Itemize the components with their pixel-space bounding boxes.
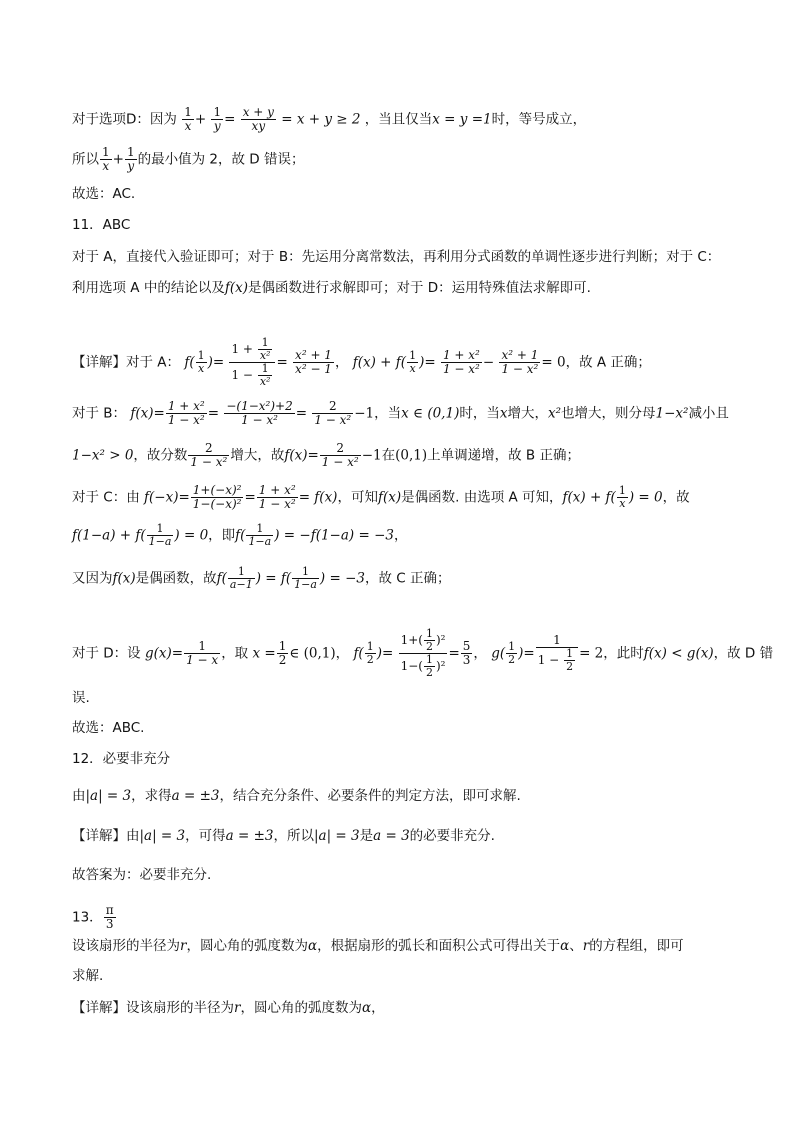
- math: a = ±3: [225, 828, 274, 844]
- math-fraction: $\frac{\pi}{3}$: [105, 903, 114, 931]
- text: 是偶函数，故: [135, 570, 217, 587]
- text: 在: [381, 447, 396, 464]
- option-d-line2: 所以 $\frac{1}{x}$ + $\frac{1}{y}$ 的最小值为 2，故 D 错误；: [72, 145, 305, 173]
- text: 的必要非充分.: [409, 828, 495, 844]
- math: a = ±3: [171, 788, 220, 804]
- q13-hint-line1: [72, 936, 684, 956]
- text: 增大，故: [230, 447, 285, 464]
- q11-answer: 故选：ABC.: [72, 720, 145, 736]
- text: 增大，: [507, 405, 548, 422]
- question-12-number: 12．必要非充分: [72, 751, 171, 767]
- text: 是偶函数进行求解即可；对于 D：运用特殊值法求解即可.: [247, 280, 591, 296]
- text: ，所以: [273, 828, 314, 844]
- text: ，故 D 错: [713, 645, 774, 662]
- math-condition: x = y =1: [432, 111, 492, 128]
- math: |a| = 3: [85, 788, 132, 804]
- math-fraction: $\frac{1}{y}$: [126, 145, 135, 173]
- text: 是: [359, 828, 374, 844]
- math-inequality: = x + y ≥ 2: [281, 111, 361, 128]
- math: α: [307, 938, 318, 954]
- math: (0,1): [395, 447, 428, 464]
- text: 又因为: [72, 570, 113, 587]
- q11-detail-b-line1: 对于 B： f(x)= $\frac{\text{1 + x²}}{\text{1 − x²}}$ = $\frac{\text{−(1−x²)+2}}{\text{1 − x²}}$ = $\frac{2}{\text{1 − x²}}$ −1，当x ∈ (0,1)时，当x增大，x²也增大，则分母1−x²减小且: [72, 399, 729, 427]
- text: 所以: [72, 151, 99, 168]
- text: 是偶函数. 由选项 A 可知，: [401, 489, 563, 506]
- text: 对于 D：设: [72, 645, 141, 662]
- math: α: [560, 938, 570, 954]
- text: ，故 A 正确；: [565, 354, 651, 371]
- math: |a| = 3: [139, 828, 186, 844]
- text: ，: [393, 527, 408, 544]
- math: |a| = 3: [313, 828, 360, 844]
- text: 时，当: [459, 405, 500, 422]
- text: 减小且: [688, 405, 729, 422]
- text: 时，等号成立，: [491, 111, 587, 128]
- text: 对于 B：: [72, 405, 127, 422]
- q11-detail-d-end: 误.: [72, 690, 90, 706]
- text: ，: [473, 645, 487, 662]
- text: ，即: [208, 527, 236, 544]
- text: ，取: [221, 645, 249, 662]
- text: 设该扇形的半径为: [72, 938, 180, 954]
- q11-detail-c-line2: f(1−a) + f( $\frac{1}{1-a}$ ) = 0，即f( $\frac{1}{1-a}$ ) = −f(1−a) = −3，: [72, 522, 408, 548]
- text: 【详解】设该扇形的半径为: [72, 1000, 234, 1016]
- text: ，结合充分条件、必要条件的判定方法，即可求解.: [219, 788, 521, 804]
- text: 【详解】对于 A：: [72, 354, 181, 371]
- math: 1−x² > 0: [72, 447, 134, 464]
- text: 的最小值为 2，故 D 错误；: [137, 151, 305, 168]
- math-fraction: $\frac{1}{x}$: [184, 105, 192, 133]
- math: r: [234, 1000, 241, 1016]
- text: ，圆心角的弧度数为: [240, 1000, 362, 1016]
- math: f(x): [377, 489, 402, 506]
- text: ，当且仅当: [364, 111, 433, 128]
- text: 的方程组，即可: [589, 938, 684, 954]
- text: 由: [72, 788, 86, 804]
- text: ，故: [662, 489, 690, 506]
- answer-line: 故选：AC.: [72, 186, 136, 202]
- text: ，求得: [131, 788, 172, 804]
- q11-hint-line1: 对于 A，直接代入验证即可；对于 B：先运用分离常数法，再利用分式函数的单调性逐步进行判断；对于 C：: [72, 249, 721, 265]
- text: 13．: [72, 909, 103, 926]
- q11-detail-c-line1: 对于 C：由 f(−x)= $\frac{\text{1+(−x)²}}{\text{1−(−x)²}}$ = $\frac{\text{1 + x²}}{\text{1 − x²}}$ = f(x)，可知f(x)是偶函数. 由选项 A 可知，f(x) + f( $\frac{1}{x}$ ) = 0，故: [72, 483, 690, 511]
- math: r: [582, 938, 590, 954]
- math: f(x): [112, 570, 136, 587]
- math: 1−x²: [655, 405, 689, 422]
- text: ，: [371, 1000, 385, 1016]
- option-d-line1: 对于选项D：因为 $\frac{1}{x}$ + $\frac{1}{y}$ = $\frac{x + y}{xy}$ = x + y ≥ 2 ，当且仅当x = y =1时，等号成立，: [72, 105, 587, 133]
- math: a = 3: [373, 828, 410, 844]
- q12-hint: [72, 786, 521, 806]
- math-fraction: $\frac{1}{y}$: [213, 105, 222, 133]
- text: 、: [569, 938, 583, 954]
- text: 也增大，则分母: [561, 405, 656, 422]
- text: ，故 C 正确；: [364, 570, 451, 587]
- q11-hint-line2: [72, 278, 591, 298]
- q11-detail-a: 【详解】对于 A： f( $\frac{1}{x}$ )= 1 + $\frac{1}{\text{x²}}$ 1 − $\frac{1}{\text{x²}}$ = $\frac{\text{x² + 1}}{\text{x² − 1}}$ ， f(x) + f( $\frac{1}{x}$ )= $\frac{\text{1 + x²}}{\text{1 − x²}}$ − $\frac{\text{x² + 1}}{\text{1 − x²}}$ = 0，故 A 正确；: [72, 336, 651, 388]
- math: α: [361, 1000, 372, 1016]
- q11-detail-d: 对于 D：设 g(x)= $\frac{1}{1 - x}$ ，取 x = $\frac{1}{2}$ ∈ (0,1)， f( $\frac{1}{2}$ )= 1+( $\frac{1}{2}$ )² 1−( $\frac{1}{2}$ )² = $\frac{5}{3}$ ， g( $\frac{1}{2}$ )= 1 1 − $\frac{1}{2}$ = 2，此时f(x) < g(x)，故 D 错: [72, 627, 774, 679]
- math-fx: f(x): [224, 280, 248, 296]
- text: 利用选项 A 中的结论以及: [72, 280, 225, 296]
- q11-detail-c-line3: 又因为f(x)是偶函数，故f( $\frac{1}{a-1}$ ) = f( $\frac{1}{1-a}$ ) = −3，故 C 正确；: [72, 565, 451, 591]
- text: ，可得: [185, 828, 226, 844]
- math-complex-fraction: 1 + $\frac{1}{\text{x²}}$ 1 − $\frac{1}{\text{x²}}$: [229, 337, 275, 388]
- text: ，当: [374, 405, 402, 422]
- text: 对于 C：由: [72, 489, 140, 506]
- math: r: [180, 938, 187, 954]
- text: 上单调递增，故 B 正确；: [427, 447, 580, 464]
- math: f(x) < g(x): [643, 645, 714, 662]
- math: x: [499, 405, 508, 422]
- text: 对于选项D：因为: [72, 111, 177, 128]
- math: x ∈ (0,1): [401, 405, 460, 422]
- q13-hint-line2: 求解.: [72, 968, 104, 984]
- math-fraction: $\frac{1}{x}$: [102, 145, 110, 173]
- text: ，此时: [603, 645, 644, 662]
- question-11-number: 11．ABC: [72, 217, 131, 233]
- math-fraction: $\frac{x + y}{xy}$: [242, 105, 274, 133]
- text: 【详解】由: [72, 828, 140, 844]
- q13-detail: [72, 998, 385, 1018]
- text: ，可知: [337, 489, 378, 506]
- text: ，故分数: [133, 447, 188, 464]
- q12-answer: 故答案为：必要非充分.: [72, 867, 212, 883]
- question-13-number: [72, 904, 117, 931]
- text: ，根据扇形的弧长和面积公式可得出关于: [317, 938, 561, 954]
- text: ，: [335, 645, 350, 662]
- q12-detail: [72, 826, 495, 846]
- q11-detail-b-line2: 1−x² > 0，故分数 $\frac{2}{\text{1 − x²}}$ 增大，故f(x)= $\frac{2}{\text{1 − x²}}$ −1在(0,1)上单调递增，故 B 正确；: [72, 441, 580, 469]
- text: ，圆心角的弧度数为: [186, 938, 308, 954]
- math: x²: [547, 405, 561, 422]
